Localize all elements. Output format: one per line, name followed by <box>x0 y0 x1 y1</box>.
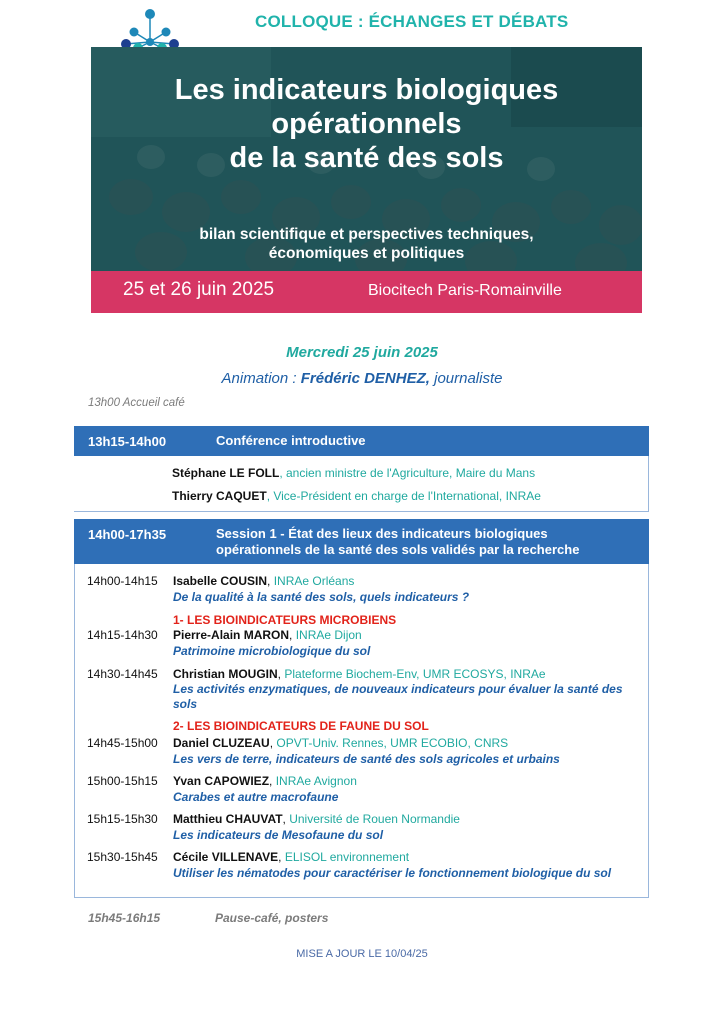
session-1-time: 14h00-17h35 <box>88 527 167 542</box>
talk-speaker: Christian MOUGIN, Plateforme Biochem-Env, UMR ECOSYS, INRAe <box>173 667 546 681</box>
event-dates: 25 et 26 juin 2025 <box>123 279 275 300</box>
banner-title-line-3: de la santé des sols <box>229 142 504 174</box>
host-role: journaliste <box>429 370 503 387</box>
speaker-affiliation: Plateforme Biochem-Env, UMR ECOSYS, INRAe <box>284 667 546 681</box>
speaker-name: Pierre-Alain MARON <box>173 628 290 642</box>
banner-title-line-2: opérationnels <box>271 108 462 140</box>
pause-label: Pause-café, posters <box>215 911 329 925</box>
banner-subtitle-line-2: économiques et politiques <box>268 245 465 262</box>
talk-time: 15h00-15h15 <box>87 774 158 788</box>
section-heading-microbial: 1- LES BIOINDICATEURS MICROBIENS <box>173 613 397 627</box>
talk-topic: Patrimoine microbiologique du sol <box>173 644 371 658</box>
talk-topic: Les activités enzymatiques, de nouveaux indicateurs pour évaluer la santé des sols <box>173 682 623 711</box>
talk-speaker: Pierre-Alain MARON, INRAe Dijon <box>173 628 362 642</box>
speaker-affiliation: INRAe Orléans <box>273 574 355 588</box>
talk-time: 15h15-15h30 <box>87 812 158 826</box>
speaker-name: Cécile VILLENAVE <box>173 850 279 864</box>
talk-topic: Utiliser les nématodes pour caractériser le fonctionnement biologique du sol <box>173 866 612 880</box>
conference-label: Conférence introductive <box>216 433 366 448</box>
speaker-name: Thierry CAQUET <box>172 489 267 503</box>
talk-topic: De la qualité à la santé des sols, quels indicateurs ? <box>173 590 470 604</box>
speaker-name: Yvan CAPOWIEZ <box>173 774 270 788</box>
session-1-label-line-2: opérationnels de la santé des sols validés par la recherche <box>216 542 580 557</box>
talk-time: 14h00-14h15 <box>87 574 158 588</box>
conference-speaker <box>172 489 541 503</box>
conference-speaker <box>172 466 535 480</box>
speaker-affiliation: , ancien ministre de l'Agriculture, Maire du Mans <box>279 466 536 480</box>
talk-topic: Carabes et autre macrofaune <box>173 790 339 804</box>
date-location-band <box>91 271 642 313</box>
event-venue: Biocitech Paris-Romainville <box>368 282 562 299</box>
speaker-affiliation: INRAe Dijon <box>295 628 362 642</box>
talk-speaker: Daniel CLUZEAU, OPVT-Univ. Rennes, UMR ECOBIO, CNRS <box>173 736 509 750</box>
session-1-label-line-1: Session 1 - État des lieux des indicateurs biologiques <box>216 526 548 541</box>
day-heading: Mercredi 25 juin 2025 <box>286 344 438 361</box>
speaker-name: Stéphane LE FOLL <box>172 466 280 480</box>
talk-time: 15h30-15h45 <box>87 850 158 864</box>
talk-topic: Les indicateurs de Mesofaune du sol <box>173 828 384 842</box>
talk-time: 14h15-14h30 <box>87 628 158 642</box>
talk-speaker: Yvan CAPOWIEZ, INRAe Avignon <box>173 774 357 788</box>
speaker-affiliation: , Vice-Président en charge de l'International, INRAe <box>266 489 541 503</box>
talk-time: 14h30-14h45 <box>87 667 158 681</box>
event-type-title: COLLOQUE : ÉCHANGES ET DÉBATS <box>255 12 569 31</box>
welcome-coffee: 13h00 Accueil café <box>88 397 185 409</box>
talk-speaker: Matthieu CHAUVAT, Université de Rouen Normandie <box>173 812 460 826</box>
conference-time: 13h15-14h00 <box>88 434 167 449</box>
talk-time: 14h45-15h00 <box>87 736 158 750</box>
host-line <box>0 370 724 387</box>
conference-bar <box>74 426 649 456</box>
speaker-name: Matthieu CHAUVAT <box>173 812 283 826</box>
speaker-name: Christian MOUGIN <box>173 667 278 681</box>
talk-speaker: Cécile VILLENAVE, ELISOL environnement <box>173 850 410 864</box>
speaker-affiliation: ELISOL environnement <box>284 850 410 864</box>
speaker-affiliation: Université de Rouen Normandie <box>289 812 460 826</box>
host-name: Frédéric DENHEZ, <box>300 370 430 387</box>
speaker-name: Isabelle COUSIN <box>173 574 268 588</box>
talk-topic: Les vers de terre, indicateurs de santé des sols agricoles et urbains <box>173 752 560 766</box>
section-heading-fauna: 2- LES BIOINDICATEURS DE FAUNE DU SOL <box>173 719 429 733</box>
speaker-affiliation: INRAe Avignon <box>275 774 357 788</box>
banner-title-line-1: Les indicateurs biologiques <box>174 74 559 106</box>
update-note: MISE A JOUR LE 10/04/25 <box>296 948 428 960</box>
pause-time: 15h45-16h15 <box>88 911 161 925</box>
speaker-affiliation: OPVT-Univ. Rennes, UMR ECOBIO, CNRS <box>276 736 509 750</box>
host-prefix: Animation : <box>221 370 301 387</box>
banner-subtitle-line-1: bilan scientifique et perspectives techniques, <box>199 226 534 243</box>
event-banner <box>91 47 642 313</box>
talk-speaker: Isabelle COUSIN, INRAe Orléans <box>173 574 355 588</box>
speaker-name: Daniel CLUZEAU <box>173 736 270 750</box>
session-1-bar <box>74 519 649 564</box>
